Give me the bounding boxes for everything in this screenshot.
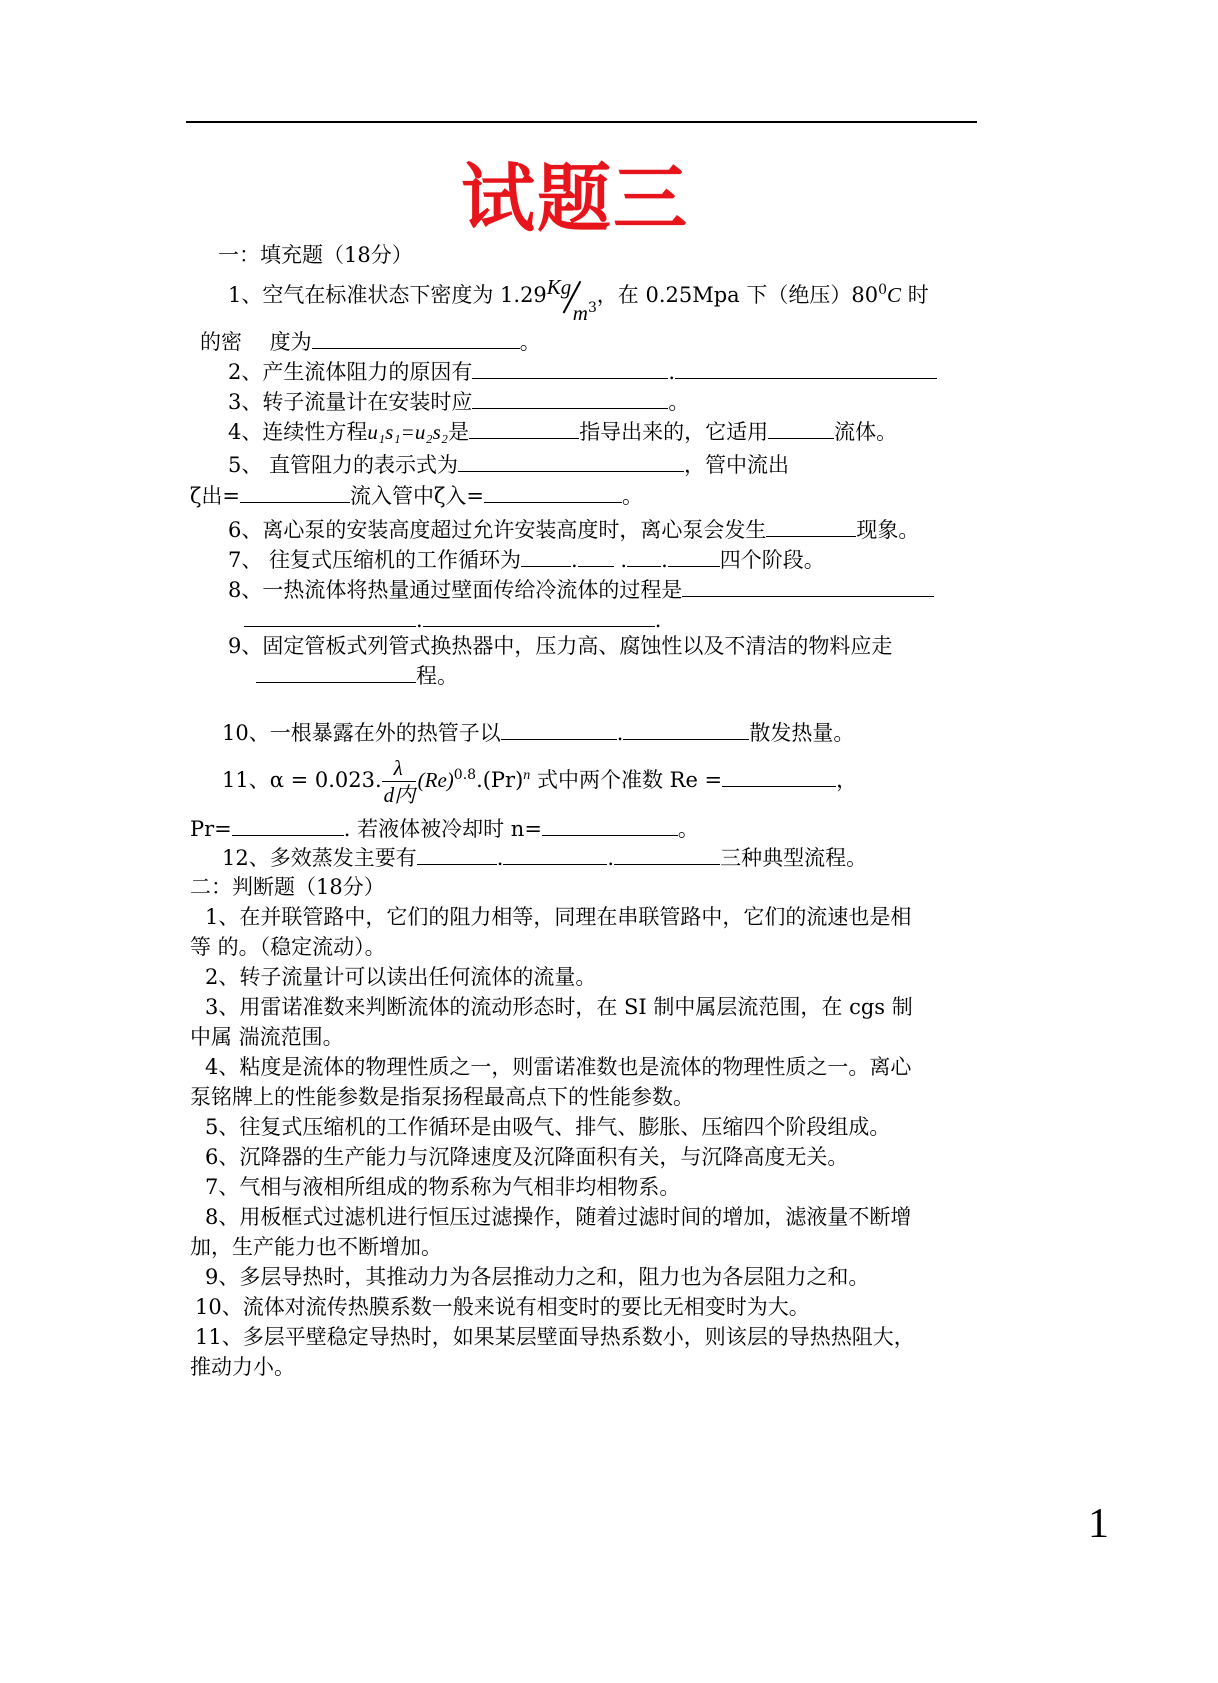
q1-text: 1、空气在标准状态下密度为 1.29	[228, 283, 547, 307]
q4-text-d: 流体。	[834, 420, 898, 444]
q1-text-c: 时	[901, 283, 929, 307]
q10-text: 10、一根暴露在外的热管子以	[222, 721, 501, 745]
blank[interactable]	[675, 358, 937, 379]
dot: .	[654, 608, 662, 632]
question-11	[222, 755, 858, 807]
q6-text: 6、离心泵的安装高度超过允许安装高度时，离心泵会发生	[228, 518, 767, 542]
period: 。	[677, 817, 699, 841]
zeta-out: ζ出=	[190, 484, 240, 508]
reynolds: (Re)	[417, 768, 454, 792]
period: 。	[519, 330, 541, 354]
question-12	[222, 844, 867, 872]
blank[interactable]	[578, 546, 614, 567]
q1-text-b: ，在 0.25Mpa 下（绝压）80	[596, 283, 879, 307]
blank[interactable]	[614, 844, 720, 865]
blank[interactable]	[542, 815, 678, 836]
q4-text: 4、连续性方程	[228, 420, 368, 444]
blank[interactable]	[244, 606, 416, 627]
question-4	[228, 418, 897, 446]
blank[interactable]	[312, 328, 520, 349]
lambda: λ	[393, 755, 403, 780]
unit-denominator: m	[572, 300, 588, 325]
unit-fraction	[546, 274, 597, 325]
blank[interactable]	[472, 358, 668, 379]
prandtl: .(Pr)	[476, 768, 524, 792]
continuity-equation: u₁s₁=u₂s₂	[367, 420, 449, 444]
blank[interactable]	[469, 418, 579, 439]
period: 。	[668, 390, 690, 414]
section1-heading: 一：填充题（18分）	[218, 243, 413, 267]
dot: .	[607, 846, 615, 870]
blank[interactable]	[256, 662, 416, 683]
tf-line: 1、在并联管路中，它们的阻力相等，同理在串联管路中，它们的流速也是相	[205, 905, 912, 929]
exp-08: 0.8	[453, 767, 477, 783]
question-3	[228, 388, 689, 416]
degree: 0	[878, 282, 888, 298]
q7-text: 7、 往复式压缩机的工作循环为	[228, 548, 522, 572]
exp-n: n	[523, 768, 531, 783]
blank[interactable]	[423, 606, 655, 627]
tf-line: 2、转子流量计可以读出任何流体的流量。	[205, 965, 597, 989]
question-8	[228, 576, 934, 604]
q10-text-b: 散发热量。	[749, 721, 855, 745]
blank[interactable]	[458, 451, 684, 472]
question-1-cont	[200, 328, 541, 356]
q12-text-b: 三种典型流程。	[720, 846, 868, 870]
blank[interactable]	[668, 546, 720, 567]
unit-exponent: 3	[587, 299, 597, 316]
blank[interactable]	[501, 719, 617, 740]
tf-line: 6、沉降器的生产能力与沉降速度及沉降面积有关，与沉降高度无关。	[205, 1145, 849, 1169]
blank[interactable]	[503, 844, 607, 865]
q3-text: 3、转子流量计在安装时应	[228, 390, 473, 414]
dot: .	[661, 548, 668, 572]
dot: .	[616, 721, 624, 745]
q11-text-f: . 若液体被冷却时 n=	[343, 817, 542, 841]
blank[interactable]	[484, 482, 622, 503]
q12-text: 12、多效蒸发主要有	[222, 846, 417, 870]
tf-line: 推动力小。	[190, 1355, 295, 1379]
q5-text-b: ，管中流出	[684, 453, 790, 477]
tf-line: 11、多层平壁稳定导热时，如果某层壁面导热系数小，则该层的导热热阻大，	[195, 1325, 915, 1349]
tf-line: 3、用雷诺准数来判断流体的流动形态时，在 SI 制中属层流范围，在 cgs 制	[205, 995, 913, 1019]
blank[interactable]	[768, 418, 834, 439]
question-10	[222, 719, 854, 747]
blank[interactable]	[521, 546, 571, 567]
tf-line: 10、流体对流传热膜系数一般来说有相变时的要比无相变时为大。	[195, 1295, 810, 1319]
tf-line: 4、粘度是流体的物理性质之一，则雷诺准数也是流体的物理性质之一。离心	[205, 1055, 912, 1079]
q5-text: 5、 直管阻力的表示式为	[228, 453, 459, 477]
dot: .	[571, 548, 578, 572]
blank[interactable]	[240, 482, 350, 503]
question-8-cont	[244, 606, 661, 634]
page-number: 1	[1088, 1501, 1109, 1547]
dot: .	[668, 360, 676, 384]
celsius: C	[887, 283, 902, 307]
tf-line: 泵铭牌上的性能参数是指泵扬程最高点下的性能参数。	[190, 1085, 694, 1109]
comma: ，	[836, 768, 858, 792]
tf-line: 5、往复式压缩机的工作循环是由吸气、排气、膨胀、压缩四个阶段组成。	[205, 1115, 891, 1139]
q8-text: 8、一热流体将热量通过壁面传给冷流体的过程是	[228, 578, 683, 602]
question-1	[228, 274, 929, 325]
q1-text-d: 的密 度为	[200, 330, 312, 354]
zeta-in: 流入管中ζ入=	[349, 484, 484, 508]
q6-text-b: 现象。	[856, 518, 920, 542]
question-6	[228, 516, 919, 544]
tf-line: 加，生产能力也不断增加。	[190, 1235, 442, 1259]
section2-heading: 二：判断题（18分）	[190, 875, 385, 899]
tf-line: 中属 湍流范围。	[190, 1025, 344, 1049]
dot: .	[620, 548, 628, 572]
tf-line: 8、用板框式过滤机进行恒压过滤操作，随着过滤时间的增加，滤液量不断增	[205, 1205, 912, 1229]
dot: .	[496, 846, 504, 870]
blank[interactable]	[472, 388, 668, 409]
fraction-bar	[382, 781, 416, 782]
page-title: 试题三	[461, 156, 689, 242]
question-5	[228, 451, 789, 479]
q11-text: 式中两个准数 Re =	[530, 768, 723, 792]
header-rule	[186, 121, 977, 123]
blank[interactable]	[232, 815, 344, 836]
question-2	[228, 358, 937, 386]
question-9	[228, 632, 892, 660]
blank[interactable]	[682, 576, 934, 597]
q9-text: 9、固定管板式列管式换热器中，压力高、腐蚀性以及不清洁的物料应走	[228, 634, 893, 658]
lambda-fraction	[382, 755, 418, 807]
q9-text-b: 程。	[416, 664, 458, 688]
tf-line: 等 的。（稳定流动）。	[190, 935, 386, 959]
blank[interactable]	[623, 719, 749, 740]
tf-line: 7、气相与液相所组成的物系称为气相非均相物系。	[205, 1175, 681, 1199]
question-11-cont	[190, 815, 699, 843]
q4-text-c: 指导出来的，它适用	[579, 420, 769, 444]
blank[interactable]	[766, 516, 856, 537]
question-7	[228, 546, 825, 574]
q2-text: 2、产生流体阻力的原因有	[228, 360, 473, 384]
q7-text-b: 四个阶段。	[719, 548, 825, 572]
question-9-cont	[256, 662, 458, 690]
tf-line: 9、多层导热时，其推动力为各层推动力之和，阻力也为各层阻力之和。	[205, 1265, 870, 1289]
inner-diameter: d内	[383, 782, 416, 807]
pr-label: Pr=	[190, 817, 232, 841]
q4-text-b: 是	[448, 420, 470, 444]
q11-formula: 11、α = 0.023.	[222, 768, 382, 792]
blank[interactable]	[627, 546, 661, 567]
dot: .	[416, 608, 423, 632]
question-5-cont	[190, 482, 643, 510]
blank[interactable]	[417, 844, 497, 865]
unit-numerator: Kg	[546, 274, 572, 299]
blank[interactable]	[722, 766, 836, 787]
period: 。	[621, 484, 643, 508]
